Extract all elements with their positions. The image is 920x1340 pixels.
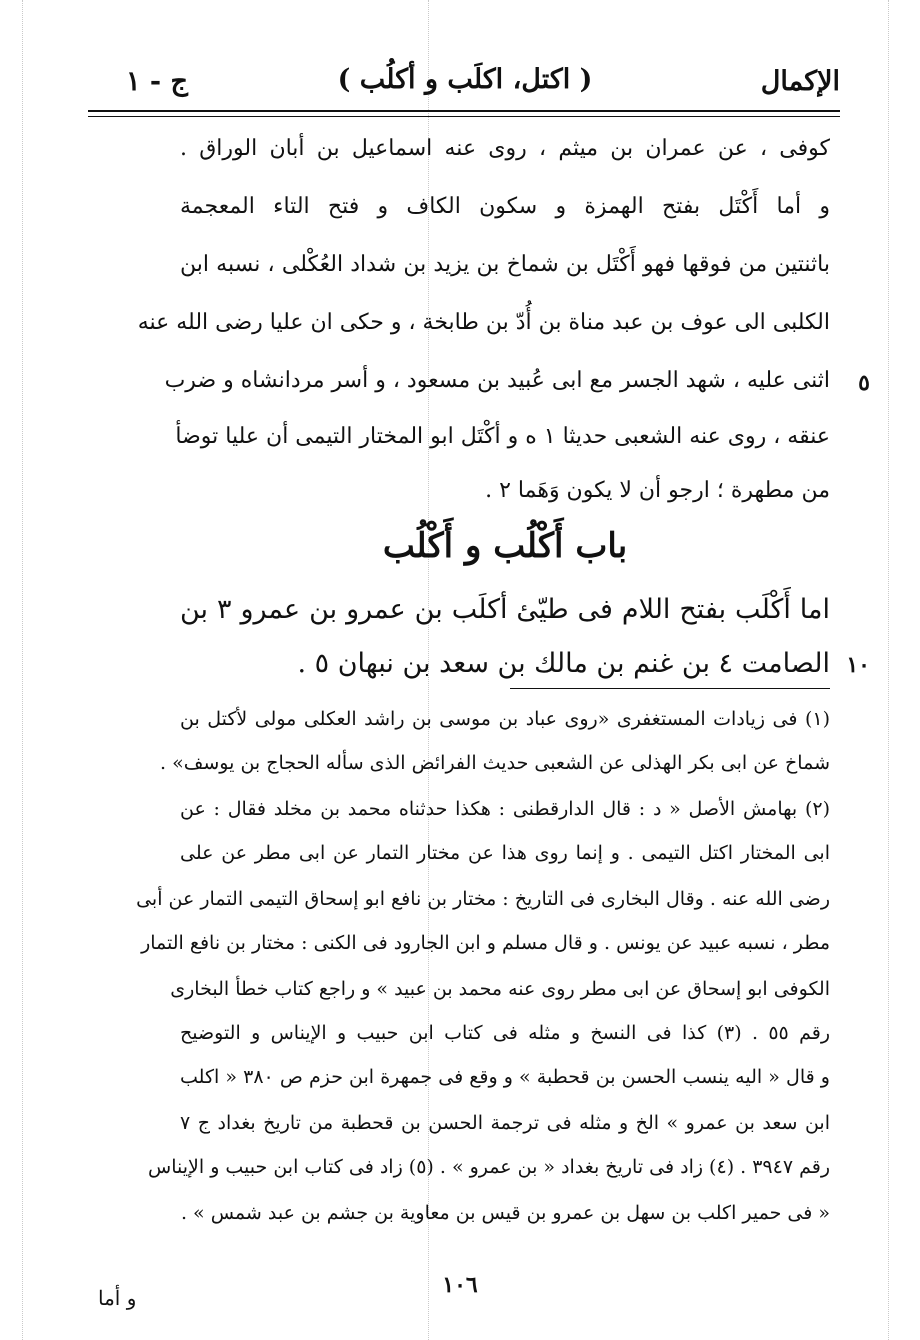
catchword: و أما [98, 1286, 137, 1310]
text-line: باثنتين من فوقها فهو أَكْتَل بن شماخ بن يزيد بن شداد العُكْلى ، نسبه ابن [180, 252, 830, 277]
text-line: اثنى عليه ، شهد الجسر مع ابى عُبيد بن مسعود ، و أسر مردانشاه و ضرب [164, 368, 830, 393]
footnote-line: و قال « اليه ينسب الحسن بن قحطبة » و وقع فى جمهرة ابن حزم ص ٣٨٠ « اكلب [180, 1066, 830, 1088]
text-line: و أما أَكْتَل بفتح الهمزة و سكون الكاف و فتح التاء المعجمة [180, 194, 830, 219]
footnote-line: مطر ، نسبه عبيد عن يونس . و قال مسلم و ابن الجارود فى الكنى : مختار بن نافع التمار [141, 932, 830, 954]
footnote-line: « فى حمير اكلب بن سهل بن عمرو بن قيس بن معاوية بن جشم بن عبد شمس » . [180, 1202, 830, 1224]
line-number: ١٠ [846, 652, 870, 678]
text-line: عنقه ، روى عنه الشعبى حديثا ١ ه و أكْتَل ابو المختار التيمى أن عليا توضأ [175, 424, 830, 449]
footnote-line: ابن سعد بن عمرو » الخ و مثله فى ترجمة الحسن بن قحطبة من تاريخ بغداد ج ٧ [180, 1112, 830, 1134]
scan-dotted-line [22, 0, 23, 1340]
text-line: الكلبى الى عوف بن عبد مناة بن أُدّ بن طابخة ، و حكى ان عليا رضى الله عنه [137, 310, 830, 335]
text-line: الصامت ٤ بن غنم بن مالك بن سعد بن نبهان ٥ . [297, 648, 830, 679]
header-rule-thin [88, 116, 840, 117]
text-line: اما أَكْلَب بفتح اللام فى طيّئ أكلَب بن عمرو بن عمرو ٣ بن [180, 594, 830, 625]
footnote-line: ابى المختار اكتل التيمى . و إنما روى هذا عن مختار التمار عن ابى مطر عن على [180, 842, 830, 864]
line-number: ٥ [858, 370, 870, 396]
header-volume: ج - ١ [126, 66, 188, 97]
footnote-line: رقم ٥٥ . (٣) كذا فى النسخ و مثله فى كتاب ابن حبيب و الإيناس و التوضيح [180, 1022, 830, 1044]
scan-dotted-line [888, 0, 889, 1340]
header-book-title: الإكمال [760, 66, 840, 97]
footnote-line: شماخ عن ابى بكر الهذلى عن الشعبى حديث الفرائض الذى سأله الحجاج بن يوسف» . [160, 752, 830, 774]
page-number: ١٠٦ [442, 1272, 478, 1298]
footnote-line: (١) فى زيادات المستغفرى «روى عباد بن موسى بن راشد العكلى مولى لأكتل بن [180, 708, 830, 730]
text-line: من مطهرة ؛ ارجو أن لا يكون وَهَما ٢ . [485, 478, 830, 503]
header-section-title: ( اكتل، اكلَب و أكلُب ) [337, 64, 593, 95]
text-line: كوفى ، عن عمران بن ميثم ، روى عنه اسماعيل بن أبان الوراق . [180, 136, 830, 161]
footnote-line: رضى الله عنه . وقال البخارى فى التاريخ : مختار بن نافع ابو إسحاق التيمى التمار عن أبى [136, 888, 830, 910]
footnote-separator [510, 688, 830, 689]
footnote-line: الكوفى ابو إسحاق عن ابى مطر روى عنه محمد بن عبيد » و راجع كتاب خطأ البخارى [170, 978, 830, 1000]
footnote-line: (٢) بهامش الأصل « د : قال الدارقطنى : هكذا حدثناه محمد بن مخلد فقال : عن [180, 798, 830, 820]
section-heading: باب أَكْلُب و أَكْلُب [382, 526, 628, 566]
running-header [90, 58, 840, 108]
footnote-line: رقم ٣٩٤٧ . (٤) زاد فى تاريخ بغداد « بن عمرو » . (٥) زاد فى كتاب ابن حبيب و الإيناس [148, 1156, 830, 1178]
header-rule-thick [88, 110, 840, 112]
